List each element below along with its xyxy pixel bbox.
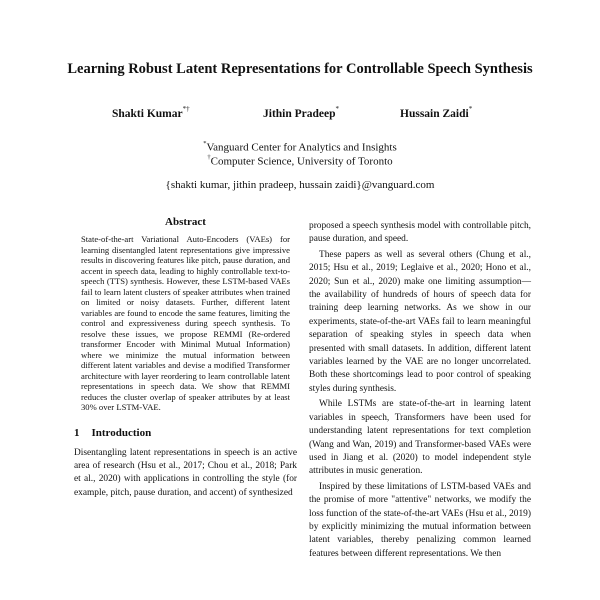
author-3 xyxy=(400,106,472,120)
author-1 xyxy=(112,106,190,120)
section-number: 1 xyxy=(74,426,80,439)
intro-paragraph: Disentangling latent representations in speech is an active area of research (Hsu et al., 2017; Chou et al., 2018; Park et al., 2020) with applications in controlling the style (for example, pitch, pause duration, and accent) of synthesized xyxy=(74,447,297,498)
section-title: Introduction xyxy=(91,426,152,439)
affiliation-text: Vanguard Center for Analytics and Insights xyxy=(206,141,397,154)
paper-title: Learning Robust Latent Representations for Controllable Speech Synthesis xyxy=(67,61,533,77)
body-paragraph: While LSTMs are state-of-the-art in learning latent variables in speech, Transformers have been used for understanding latent representations for text completion (Wang and Wan, 2019) and Transformer-based VAEs were used in Jiang et al. (2020) to model independent style attributes in music generation. xyxy=(309,399,531,477)
author-marks: * xyxy=(335,105,340,113)
section-heading xyxy=(74,427,297,439)
author-name: Shakti Kumar xyxy=(112,107,183,120)
affiliation-mark: † xyxy=(207,154,211,161)
affiliation-text: Computer Science, University of Toronto xyxy=(210,155,393,168)
author-2 xyxy=(263,106,339,120)
body-paragraph: proposed a speech synthesis model with controllable pitch, pause duration, and speed. xyxy=(309,221,531,245)
body-paragraph: These papers as well as several others (Chung et al., 2015; Hsu et al., 2019; Leglaive et al., 2020; Hono et al., 2020; Sun et al., 2020) make one limiting assumption— the availability of hundreds of hours of speech data for training deep learning networks. As we show in our experiments, state-of-the-art VAEs fail to learn meaningful separation of speaking styles in speech data when presented with small datasets. In addition, different latent variables learned by the VAE are no longer uncorrelated. Both these shortcomings lead to poor control of speaking styles during synthesis. xyxy=(309,249,531,394)
left-column xyxy=(74,216,297,500)
body-paragraph: Inspired by these limitations of LSTM-based VAEs and the promise of more "attentive" networks, we modify the loss function of the state-of-the-art VAEs (Hsu et al., 2019) by explicitly minimizing the mutual information between latent variables, thereby penalizing common learned features between different representations. We then xyxy=(309,481,531,559)
author-name: Jithin Pradeep xyxy=(263,107,336,120)
right-column xyxy=(309,220,531,561)
author-marks: * xyxy=(468,105,473,113)
abstract-heading: Abstract xyxy=(165,216,206,228)
abstract-text: State-of-the-art Variational Auto-Encoders (VAEs) for learning disentangled latent representations give impressive results in discovering features like pitch, pause duration, and accent in speech data, leading to highly controllable text-to-speech (TTS) synthesis. However, these LSTM-based VAEs fail to learn latent clusters of speaker attributes when trained on limited or noisy datasets. Further, different latent variables are found to encode the same features, limiting the control and expressiveness during speech synthesis. To resolve these issues, we propose REMMI (Re-ordered transformer Encoder with Minimal Mutual Information) where we minimize the mutual information between different latent variables and devise a modified Transformer architecture with layer reordering to learn controllable latent representations in speech data. We show that REMMI reduces the cluster overlap of speaker attributes by at least 30% over LSTM-VAE. xyxy=(81,234,290,412)
affiliation-mark: * xyxy=(203,140,207,147)
author-email: {shakti kumar, jithin pradeep, hussain zaidi}@vanguard.com xyxy=(165,179,435,191)
author-name: Hussain Zaidi xyxy=(400,107,469,120)
affiliation-2 xyxy=(100,152,500,169)
author-marks: *† xyxy=(182,105,190,113)
